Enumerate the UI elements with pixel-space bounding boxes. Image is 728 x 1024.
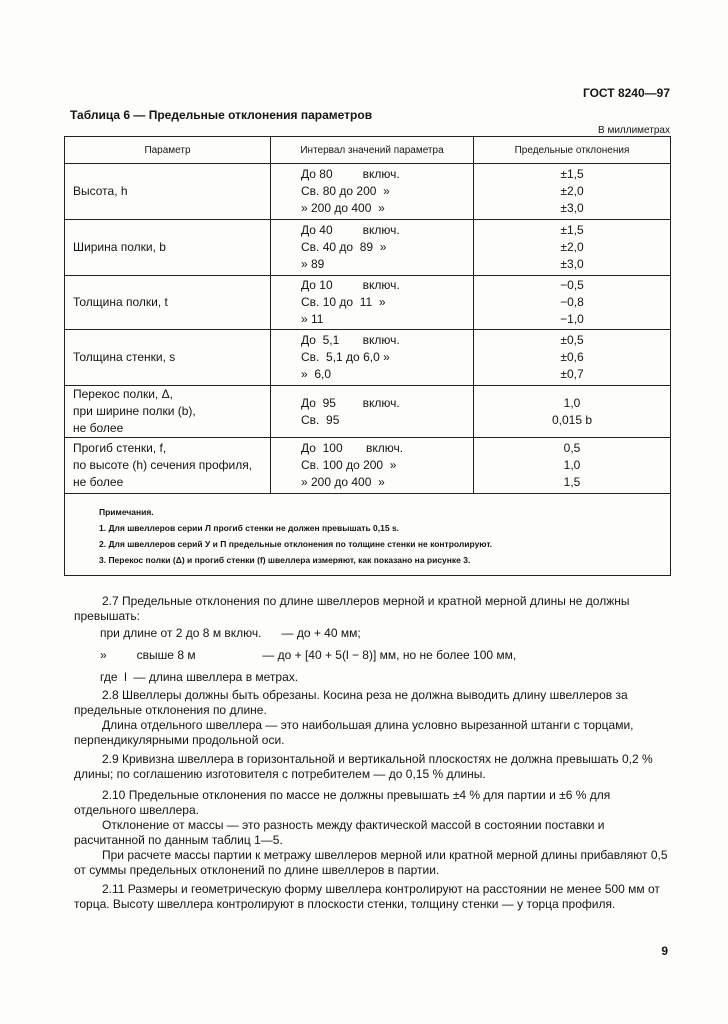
deviation-cell [474,220,671,276]
cell-line: ±1,5 [560,223,584,237]
cell-line: До 100 включ. [301,441,404,455]
cell-line: по высоте (h) сечения профиля, [73,458,253,472]
cell-line: Толщина полки, t [73,295,168,309]
cell-line: Высота, h [73,184,128,198]
deviation-cell [474,438,671,494]
cell-line: 1,5 [563,475,581,489]
table-notes-row [65,494,671,576]
table-notes [65,494,671,576]
cell-line: −0,5 [560,278,584,292]
cell-line: 0,5 [563,441,581,455]
note-item: 2. Для швеллеров серий У и П предельные отклонения по толщине стенки не контролируют. [99,539,493,549]
cell-line: » 6,0 [301,367,332,381]
paragraph-2-9: 2.9 Кривизна швеллера в горизонтальной и вертикальной плоскостях не должна превышать 0,2 % длины; по соглашению изготовителя с потребителем — до 0,15 % длины. [74,752,653,781]
cell-line: ±3,0 [560,257,584,271]
cell-line: Ширина полки, b [73,240,166,254]
interval-cell [271,438,474,494]
table-row [65,276,671,330]
param-cell [65,276,271,330]
cell-line: Св. 95 [301,412,340,427]
cell-line: » 11 [301,312,324,326]
cell-line: До 10 включ. [301,278,400,292]
paragraph-2-8: 2.8 Швеллеры должны быть обрезаны. Косина реза не должна выводить длину швеллеров за предельные отклонения по длине. Длина отдельного швеллера — это наибольшая длина условно вырезанной штанги с торцами, перпендикулярными продольной оси. [74,688,634,747]
interval-cell [271,164,474,220]
cell-line: −1,0 [560,312,584,326]
cell-line: ±3,0 [560,201,584,215]
cell-line: 0,015 b [551,412,593,427]
formula-line-2: » свыше 8 м — до + [40 + 5(l − 8)] мм, но не более 100 мм, [100,648,517,662]
formula-line-1: при длине от 2 до 8 м включ. — до + 40 мм; [100,626,361,640]
param-cell [65,386,271,438]
note-item: 1. Для швеллеров серии Л прогиб стенки не должен превышать 0,15 s. [99,523,400,533]
notes-title: Примечания. [99,507,154,517]
cell-line: ±0,5 [560,333,584,347]
param-cell [65,438,271,494]
cell-line: » 200 до 400 » [301,475,385,489]
cell-line: Толщина стенки, s [73,350,176,364]
interval-cell [271,386,474,438]
cell-line: До 80 включ. [301,167,400,181]
deviation-cell [474,164,671,220]
cell-line: Св. 5,1 до 6,0 » [301,350,390,364]
paragraph-2-7: 2.7 Предельные отклонения по длине швеллеров мерной и кратной мерной длины не должны превышать: [74,594,630,623]
cell-line: До 40 включ. [301,223,400,237]
table-row [65,438,671,494]
note-item: 3. Перекос полки (Δ) и прогиб стенки (f) швеллера измеряют, как показано на рисунке 3. [99,555,471,565]
cell-line: ±2,0 [560,240,584,254]
cell-line: при ширине полки (b), [73,404,196,418]
column-header-parameter: Параметр [65,137,271,164]
deviation-cell [474,386,671,438]
cell-line: Св. 40 до 89 » [301,240,387,254]
table-row [65,220,671,276]
deviation-table [64,136,671,576]
cell-line: Св. 10 до 11 » [301,295,386,309]
paragraph-2-10: 2.10 Предельные отклонения по массе не должны превышать ±4 % для партии и ±6 % для отдельного швеллера. Отклонение от массы — это разность между фактической массой в состоянии поставки и расчитанной по данным таблиц 1—5. При расчете массы партии к метражу швеллеров мерной или кратной мерной длины прибавляют 0,5 от суммы предельных отклонений по длине швеллеров в партии. [74,788,668,877]
cell-line: Св. 100 до 200 » [301,458,397,472]
page-number: 9 [661,944,668,958]
table-row [65,164,671,220]
cell-line: Св. 80 до 200 » [301,184,390,198]
cell-line: ±0,6 [560,350,584,364]
cell-line: » 89 [301,257,325,271]
column-header-interval: Интервал значений параметра [271,137,474,164]
cell-line: 1,0 [563,395,581,410]
formula-where: где l — длина швеллера в метрах. [100,670,299,684]
table-row [65,386,671,438]
interval-cell [271,330,474,386]
column-header-deviation: Предельные отклонения [474,137,671,164]
standard-number: ГОСТ 8240—97 [582,86,670,100]
cell-line: ±1,5 [560,167,584,181]
table-row [65,330,671,386]
cell-line: Перекос полки, Δ, [73,387,173,401]
cell-line: 1,0 [563,458,581,472]
cell-line: ±2,0 [560,184,584,198]
cell-line: ±0,7 [560,367,584,381]
cell-line: До 5,1 включ. [301,333,400,347]
param-cell [65,220,271,276]
deviation-cell [474,276,671,330]
deviation-cell [474,330,671,386]
cell-line: » 200 до 400 » [301,201,385,215]
table-header-row [65,137,671,164]
cell-line: не более [73,475,124,489]
cell-line: До 95 включ. [301,395,400,410]
param-cell [65,330,271,386]
paragraph-2-11: 2.11 Размеры и геометрическую форму швеллера контролируют на расстоянии не менее 500 мм от торца. Высоту швеллера контролируют в плоскости стенки, толщину стенки — у торца профиля. [74,882,660,911]
table-caption: Таблица 6 — Предельные отклонения параметров [70,108,373,122]
cell-line: не более [73,421,124,435]
interval-cell [271,276,474,330]
cell-line: Прогиб стенки, f, [73,441,167,455]
cell-line: −0,8 [560,295,584,309]
param-cell [65,164,271,220]
table-units: В миллиметрах [598,125,670,136]
interval-cell [271,220,474,276]
